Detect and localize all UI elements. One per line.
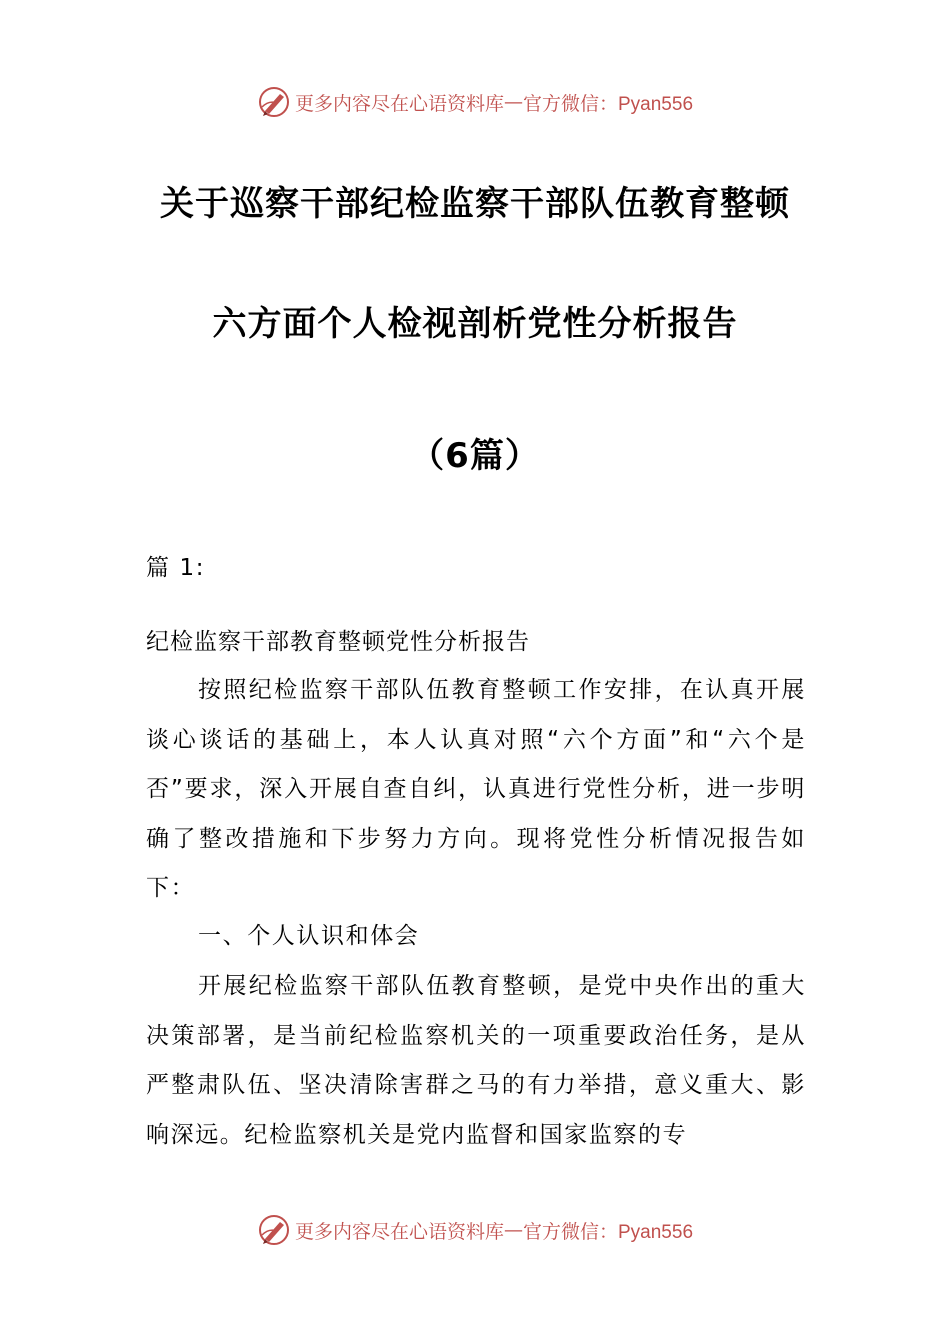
banner-dash: — [504, 1219, 523, 1241]
banner-wechat: 官方微信：Pyan556 [523, 1221, 694, 1243]
pen-logo-icon [257, 1213, 291, 1247]
header-banner [0, 82, 950, 122]
banner-text: 更多内容尽在心语资料库 [294, 1220, 504, 1243]
part-label: 篇 1: [146, 555, 206, 581]
document-title-line-1: 关于巡察干部纪检监察干部队伍教育整顿 [160, 184, 790, 224]
section-heading-1: 一、个人认识和体会 [198, 923, 420, 949]
document-title-line-2: 六方面个人检视剖析党性分析报告 [212, 304, 738, 344]
banner-dash: — [504, 91, 523, 113]
report-subtitle: 纪检监察干部教育整顿党性分析报告 [146, 629, 530, 655]
paragraph-intro: 按照纪检监察干部队伍教育整顿工作安排，在认真开展谈心谈话的基础上，本人认真对照“六个方面”和“六个是否”要求，深入开展自查自纠，认真进行党性分析，进一步明确了整改措施和下步努力方向。现将党性分析情况报告如下： [146, 677, 806, 901]
banner-text: 更多内容尽在心语资料库 [294, 92, 504, 115]
document-title-count: （6篇） [410, 436, 540, 476]
footer-banner [0, 1210, 950, 1250]
pen-logo-icon [257, 85, 291, 119]
banner-wechat: 官方微信：Pyan556 [523, 93, 694, 115]
paragraph-body: 开展纪检监察干部队伍教育整顿，是党中央作出的重大决策部署，是当前纪检监察机关的一项重要政治任务，是从严整肃队伍、坚决清除害群之马的有力举措，意义重大、影响深远。纪检监察机关是党内监督和国家监察的专 [146, 973, 806, 1148]
